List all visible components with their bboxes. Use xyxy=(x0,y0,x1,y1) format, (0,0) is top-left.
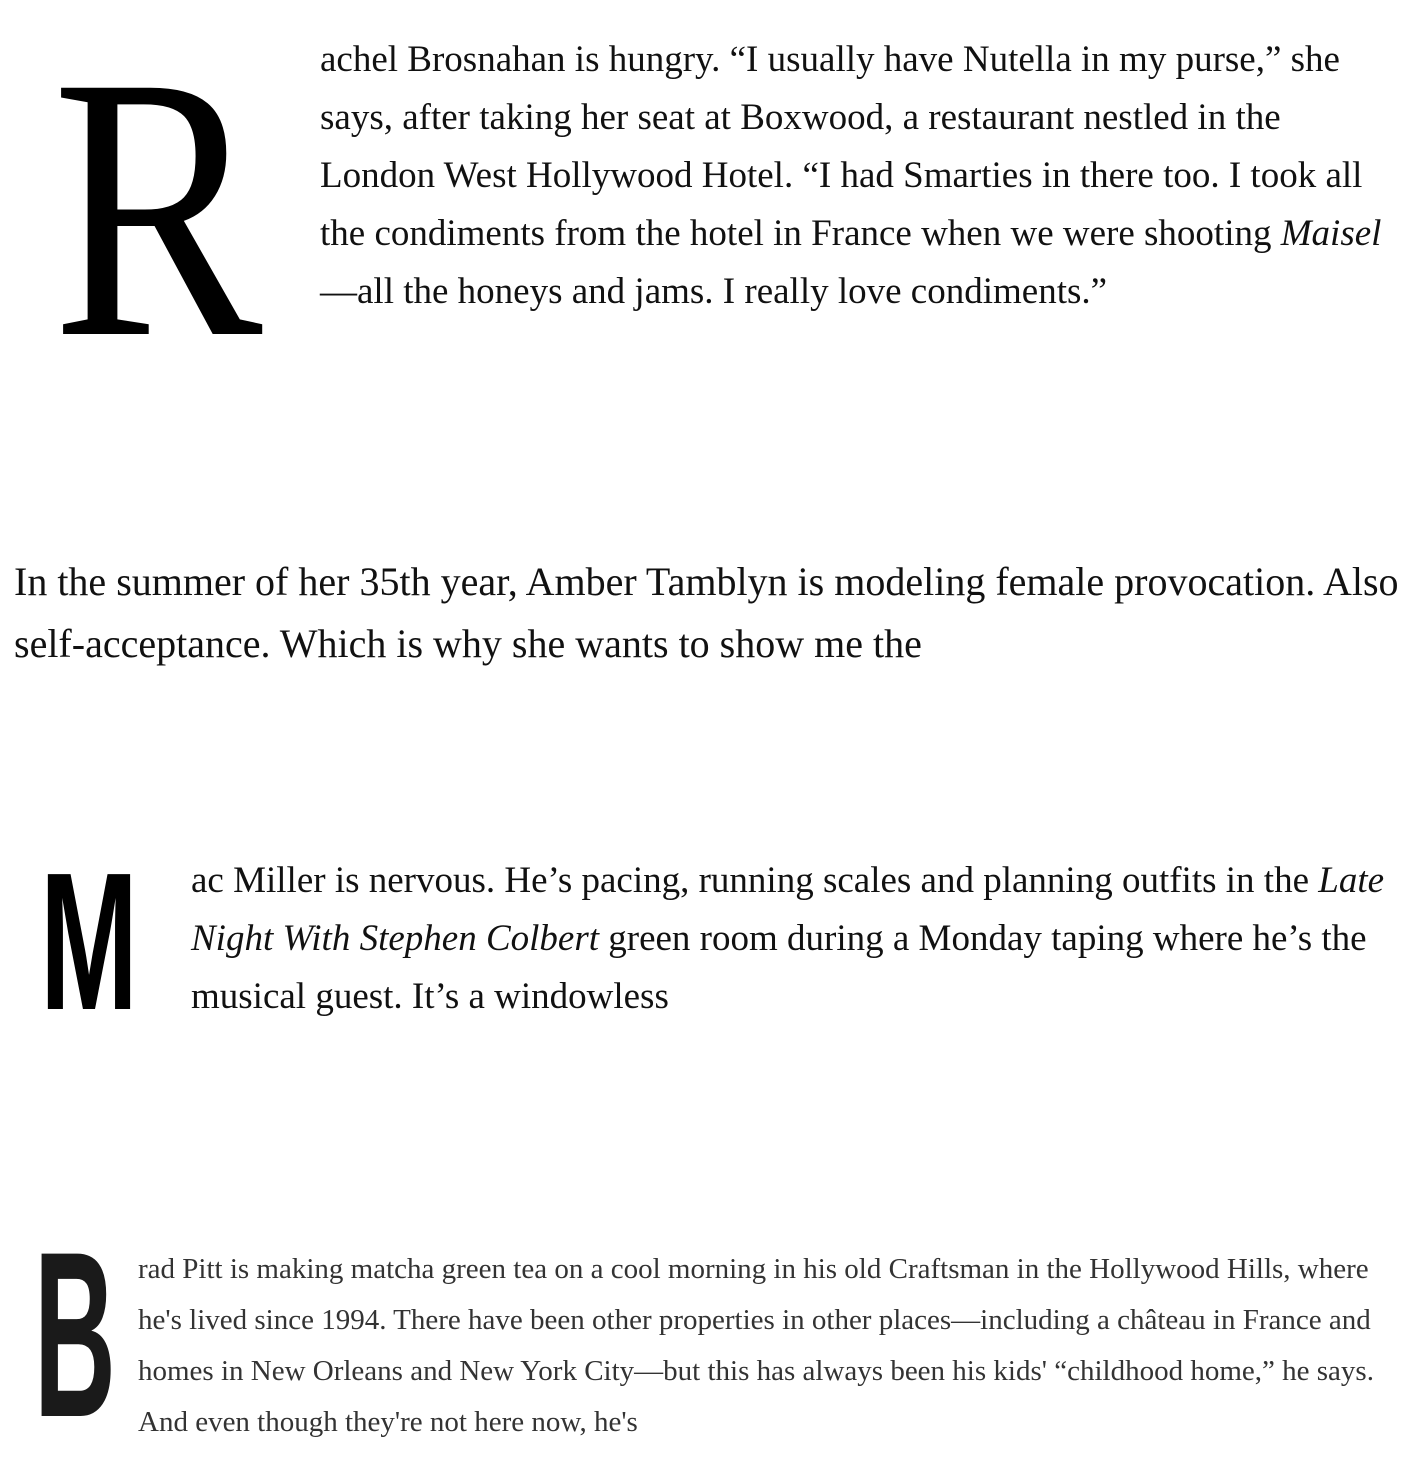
article-intro-mac-miller xyxy=(0,832,1422,1051)
article-paragraph: rad Pitt is making matcha green tea on a cool morning in his old Craftsman in the Hollywood Hills, where he's lived since 1994. There have been other properties in other places—including a château in France and homes in New Orleans and New York City—but this has always been his kids' “childhood home,” he says. And even though they're not here now, he's xyxy=(138,1253,1374,1438)
article-paragraph: In the summer of her 35th year, Amber Tamblyn is modeling female provocation. Also self-acceptance. Which is why she wants to show me the xyxy=(14,559,1399,666)
drop-cap-letter: B xyxy=(34,1203,116,1467)
italic-title: Maisel xyxy=(1280,213,1382,254)
paragraph-text: ac Miller is nervous. He’s pacing, running scales and planning outfits in the xyxy=(191,860,1319,901)
article-paragraph xyxy=(191,852,1391,1026)
paragraph-text: green room during a Monday taping where he’s the musical guest. It’s a windowless xyxy=(191,918,1367,1017)
paragraph-text: —all the honeys and jams. I really love condiments.” xyxy=(320,271,1108,312)
italic-title: Late Night With Stephen Colbert xyxy=(191,860,1385,959)
article-intro-brad-pitt xyxy=(0,1203,1422,1467)
article-intro-rachel-brosnahan xyxy=(0,0,1422,416)
article-paragraph xyxy=(320,31,1400,321)
drop-cap-letter: M xyxy=(40,832,138,1051)
article-intro-amber-tamblyn xyxy=(0,550,1422,680)
paragraph-text: achel Brosnahan is hungry. “I usually have Nutella in my purse,” she says, after taking her seat at Boxwood, a restaurant nestled in the London West Hollywood Hotel. “I had Smarties in there too. I took all the condiments from the hotel in France when we were shooting xyxy=(320,39,1363,254)
drop-cap-letter: R xyxy=(52,0,263,416)
